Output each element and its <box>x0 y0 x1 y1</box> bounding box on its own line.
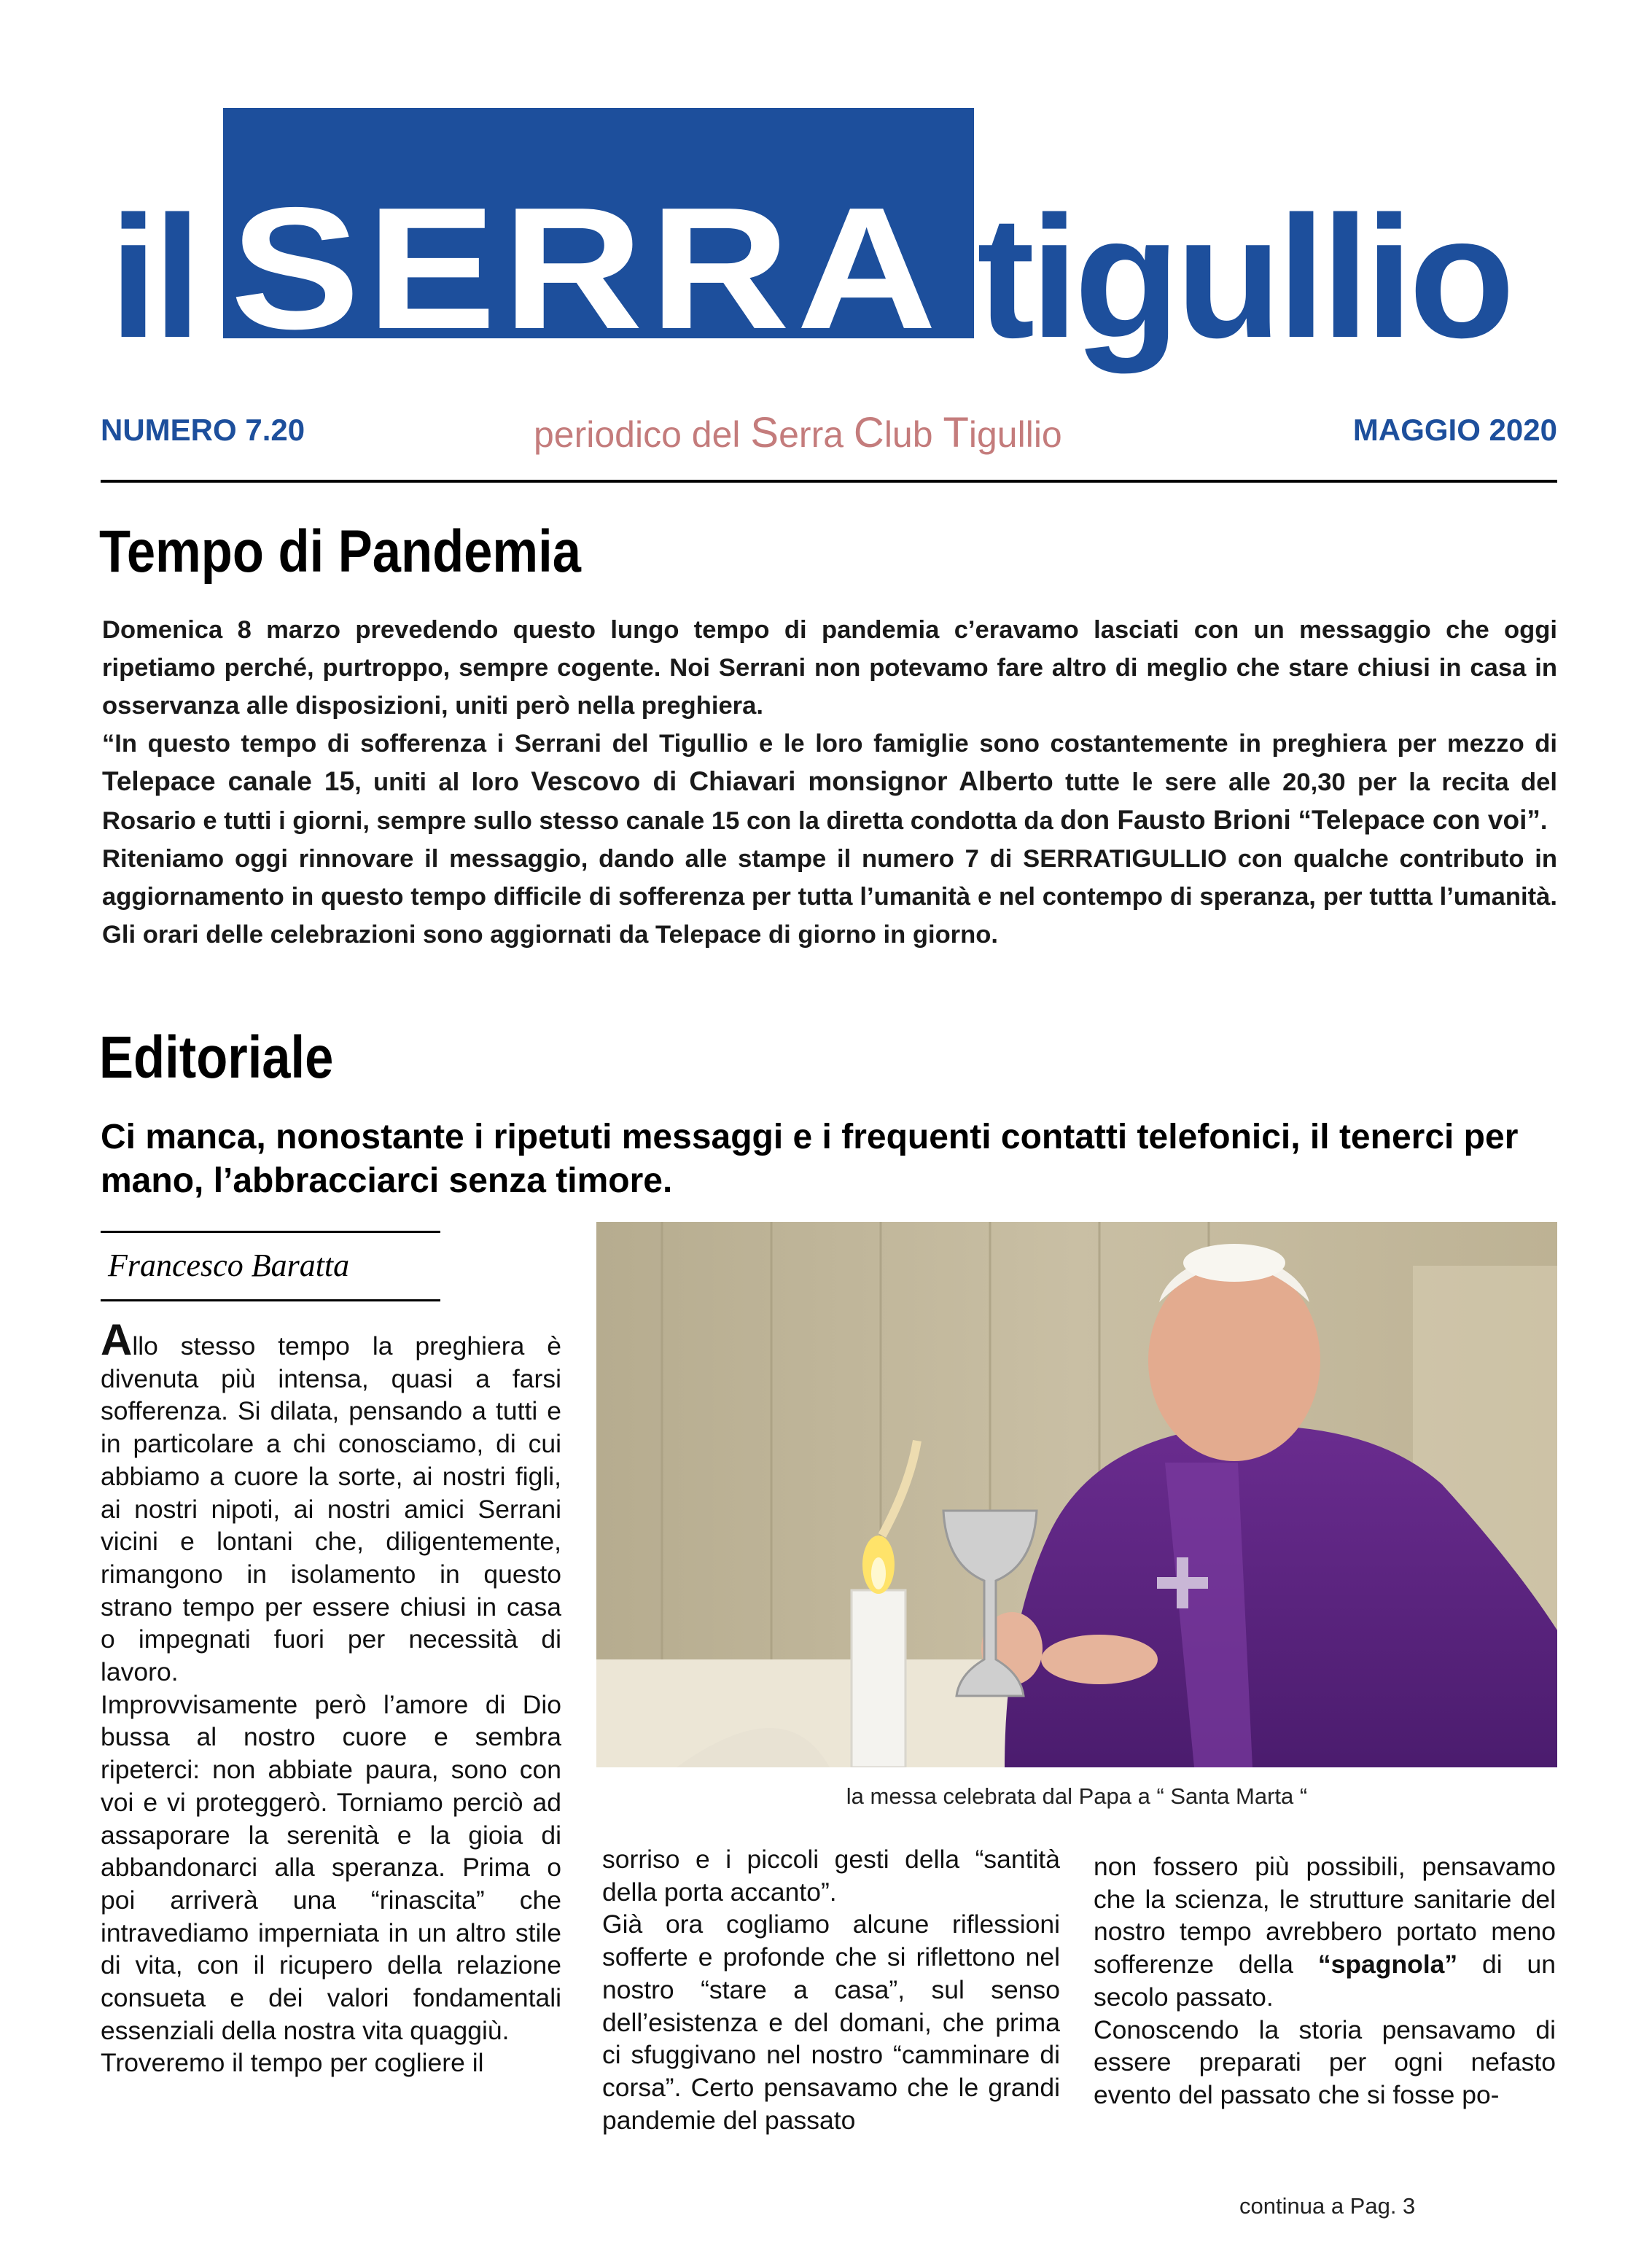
section-title-editoriale: Editoriale <box>99 1024 334 1091</box>
article-column-3 <box>1094 1850 1556 2111</box>
article-column-1 <box>101 1315 561 2079</box>
author-rule-top <box>101 1231 440 1233</box>
author-name: Francesco Baratta <box>108 1247 350 1283</box>
column-2-paragraph-2: Già ora cogliamo alcune riflessioni sofferte e profonde che si riflettono nel nostro “stare a casa”, sul senso dell’esistenza e del domani, che prima ci sfuggivano nel nostro “camminare di corsa”. Certo pensavamo che le grandi pandemie del passato <box>602 1910 1060 2135</box>
column-1-paragraph-3: Troveremo il tempo per cogliere il <box>101 2048 484 2078</box>
issue-number: NUMERO 7.20 <box>101 413 305 447</box>
continued-note[interactable]: continua a Pag. 3 <box>1239 2193 1416 2219</box>
column-1-paragraph-2: Improvvisamente però l’amore di Dio bussa al nostro cuore e sembra ripeterci: non abbiate paura, sono con voi e vi proteggerò. Torniamo perciò ad assaporare la serenità e la gioia di abbandonarci alla speranza. Prima o poi arriverà una “rinascita” che intravediamo imperniata in un altro stile di vita, con il ricupero della relazione consueta e dei valori fondamentali essenziali della nostra vita quaggiù. <box>101 1689 561 2045</box>
editorial-subtitle: Ci manca, nonostante i ripetuti messaggi e i frequenti contatti telefonici, il tenerci per mano, l’abbracciarci senza timore. <box>101 1118 1519 1200</box>
periodico-line: periodico del Serra Club Tigullio <box>534 409 1062 456</box>
photo-caption: la messa celebrata dal Papa a “ Santa Marta “ <box>846 1783 1308 1809</box>
intro-paragraph-2: “In questo tempo di sofferenza i Serrani del Tigullio e le loro famiglie sono costantemente in preghiera per mezzo di Telepace canale 15, uniti al loro Vescovo di Chiavari monsignor Alberto tutte le sere alle 20,30 per la recita del Rosario e tutti i giorni, sempre sullo stesso canale 15 con la diretta condotta da don Fausto Brioni “Telepace con voi”. <box>102 730 1558 835</box>
column-3-paragraph-2: Conoscendo la storia pensavamo di essere preparati per ogni nefasto evento del passato che si fosse po- <box>1094 2015 1556 2109</box>
column-2-paragraph-1: sorriso e i piccoli gesti della “santità della porta accanto”. <box>602 1845 1060 1907</box>
masthead-serra: SERRA <box>230 172 943 365</box>
article-column-2 <box>602 1843 1060 2136</box>
masthead-il: il <box>109 181 198 374</box>
column-1-paragraph-1: Allo stesso tempo la preghiera è divenuta più intensa, quasi a farsi sofferenza. Si dilata, pensando a tutti e in particolare a chi conosciamo, di cui abbiamo a cuore la sorte, ai nostri figli, ai nostri nipoti, ai nostri amici Serrani vicini e lontani che, diligentemente, rimangono in isolamento in questo strano tempo per essere chiusi in casa o impegnati fuori per necessità di lavoro. <box>101 1315 561 1687</box>
intro-paragraph-1: Domenica 8 marzo prevedendo questo lungo tempo di pandemia c’eravamo lasciati con un messaggio che oggi ripetiamo perché, purtroppo, sempre cogente. Noi Serrani non potevamo fare altro di meglio che stare chiusi in casa in osservanza alle disposizioni, uniti però nella preghiera. <box>102 616 1557 720</box>
photo-pope-mass <box>596 1222 1557 1767</box>
intro-paragraph-3: Riteniamo oggi rinnovare il messaggio, dando alle stampe il numero 7 di SERRATIGULLIO con qualche contributo in aggiornamento in questo tempo difficile di sofferenza per tutta l’umanità e nel contempo di speranza, per tuttta l’umanità. Gli orari delle celebrazioni sono aggiornati da Telepace di giorno in giorno. <box>102 845 1557 949</box>
drop-cap: A <box>101 1315 133 1364</box>
column-3-paragraph-1: non fossero più possibili, pensavamo che la scienza, le strutture sanitarie del nostro tempo avrebbero portato meno sofferenze della “spagnola” di un secolo passato. <box>1094 1852 1556 2012</box>
intro-text <box>102 611 1557 954</box>
masthead-tigullio: tigullio <box>977 181 1511 374</box>
author-rule-bottom <box>101 1299 440 1301</box>
issue-date: MAGGIO 2020 <box>1352 413 1557 447</box>
header-divider <box>101 480 1557 483</box>
section-title-pandemia: Tempo di Pandemia <box>99 518 581 585</box>
